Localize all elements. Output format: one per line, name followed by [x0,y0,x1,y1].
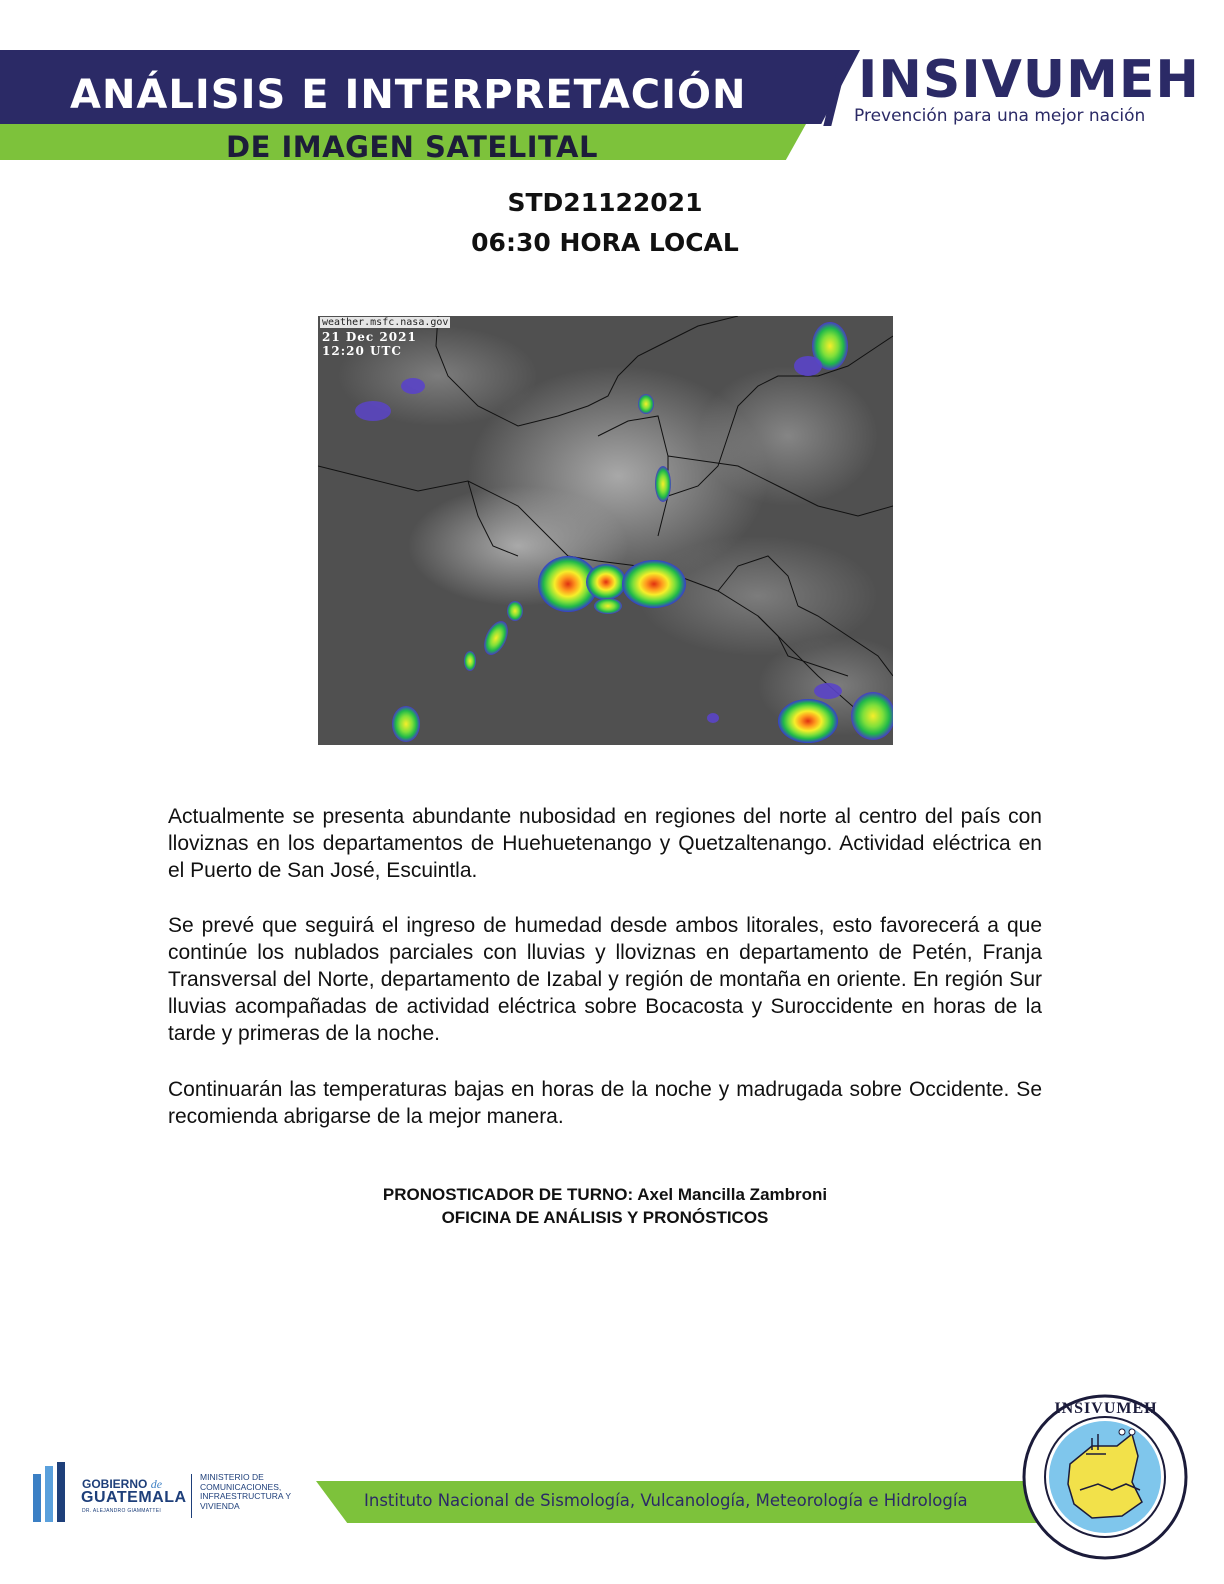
government-logo-line2: GUATEMALA [81,1489,187,1506]
institute-name: Instituto Nacional de Sismología, Vulcanología, Meteorología e Hidrología [364,1491,968,1510]
satellite-time-label: 12:20 UTC [322,344,402,358]
brand-tagline: Prevención para una mejor nación [854,106,1146,126]
satellite-source-label: weather.msfc.nasa.gov [322,317,449,328]
footer-divider [191,1474,192,1518]
satellite-imagery-graphic [318,316,893,745]
forecaster-signature: PRONOSTICADOR DE TURNO: Axel Mancilla Zambroni [382,1185,828,1204]
page-subtitle: DE IMAGEN SATELITAL [226,130,598,164]
government-logo-gobierno: GOBIERNO [82,1477,148,1491]
document-time: 06:30 HORA LOCAL [471,228,739,257]
page-title: ANÁLISIS E INTERPRETACIÓN [70,72,747,118]
government-logo-icon [33,1462,73,1524]
ministry-label: MINISTERIO DE COMUNICACIONES, INFRAESTRUCTURA Y VIVIENDA [200,1472,291,1511]
body-paragraph-1: Actualmente se presenta abundante nubosidad en regiones del norte al centro del país con lloviznas en los departamentos de Huehuetenango y Quetzaltenango. Actividad eléctrica en el Puerto de San José, Escuintla. [168,805,1042,882]
document-code: STD21122021 [507,188,703,217]
insivumeh-seal-icon [1022,1394,1188,1560]
government-president-label: DR. ALEJANDRO GIAMMATTEI [82,1508,162,1514]
seal-label: INSIVUMEH [1054,1400,1158,1417]
body-paragraph-3: Continuarán las temperaturas bajas en horas de la noche y madrugada sobre Occidente. Se recomienda abrigarse de la mejor manera. [168,1078,1042,1128]
government-logo-de: de [150,1477,163,1491]
satellite-date-label: 21 Dec 2021 [322,330,417,344]
office-signature: OFICINA DE ANÁLISIS Y PRONÓSTICOS [441,1208,769,1227]
satellite-image [318,316,893,745]
body-paragraph-2: Se prevé que seguirá el ingreso de humedad desde ambos litorales, esto favorecerá a que continúe los nublados parciales con lluvias y lloviznas en departamento de Petén, Franja Transversal del Norte, departamento de Izabal y región de montaña en oriente. En región Sur lluvias acompañadas de actividad eléctrica sobre Bocacosta y Suroccidente en horas de la tarde y primeras de la noche. [168,914,1042,1045]
brand-logo-text: INSIVUMEH [858,50,1200,110]
